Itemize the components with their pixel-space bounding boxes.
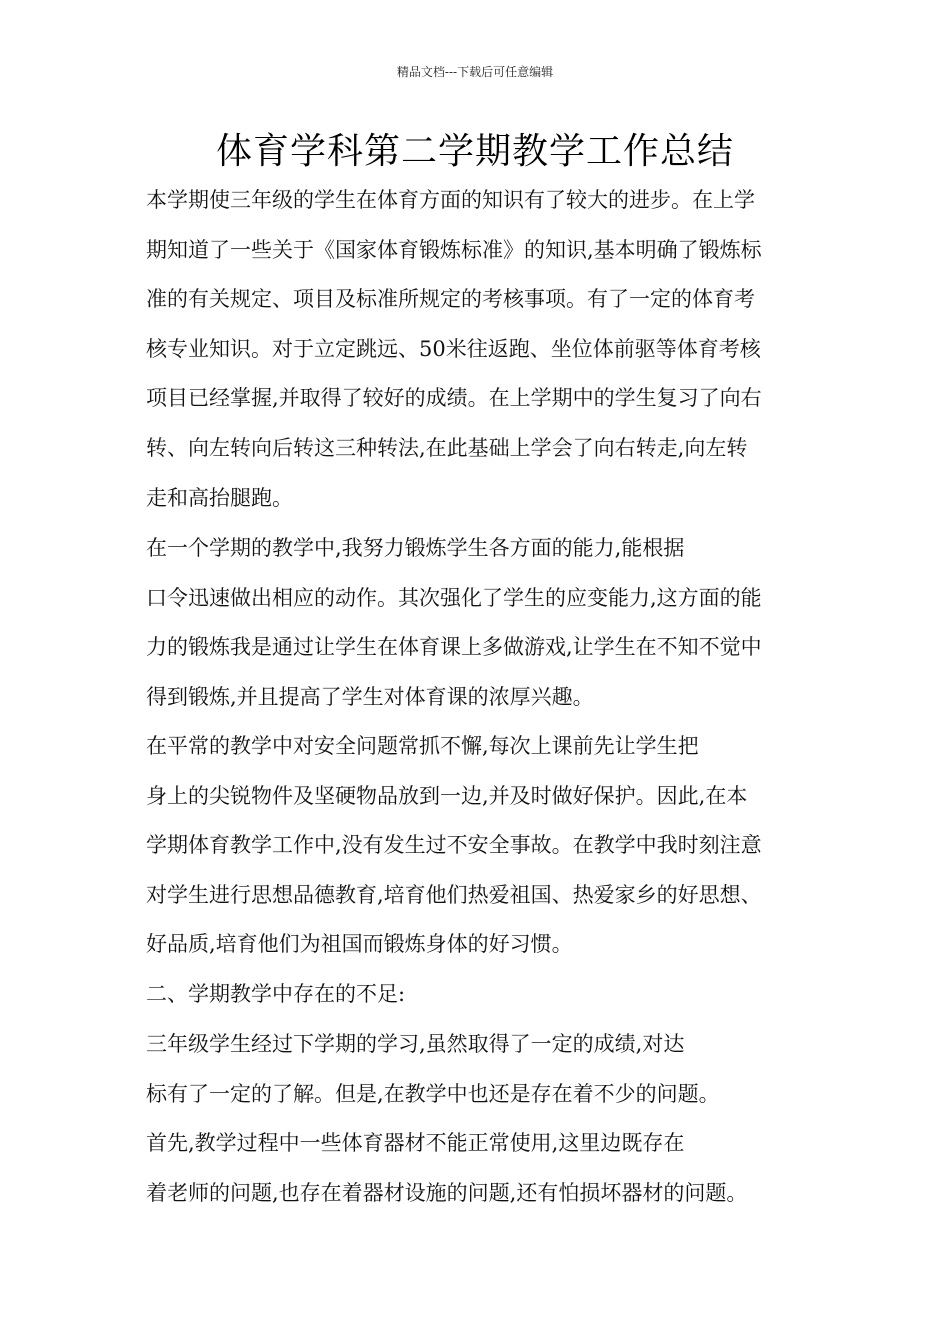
paragraph-1: 本学期使三年级的学生在体育方面的知识有了较大的进步。在上学 期知道了一些关于《国家体育锻炼标准》的知识,基本明确了锻炼标 准的有关规定、项目及标准所规定的考核事项。有了一定的体育考 核专业知识。对于立定跳远、50米往返跑、坐位体前驱等体育考核 项目已经掌握,并取得了较好的成绩。在上学期中的学生复习了向右 转、向左转向后转这三种转法,在此基础上学会了向右转走,向左转 走和高抬腿跑。 xyxy=(146,188,762,510)
document-title: 体育学科第二学期教学工作总结 xyxy=(215,131,734,172)
section-heading: 二、学期教学中存在的不足: xyxy=(146,982,406,1006)
header-note: 精品文档---下载后可任意编辑 xyxy=(396,65,554,79)
paragraph-5: 首先,教学过程中一些体育器材不能正常使用,这里边既存在 着老师的问题,也存在着器材设施的问题,还有怕损坏器材的问题。 xyxy=(146,1131,748,1205)
paragraph-4: 三年级学生经过下学期的学习,虽然取得了一定的成绩,对达 标有了一定的了解。但是,在教学中也还是存在着不少的问题。 xyxy=(146,1032,720,1106)
paragraph-2: 在一个学期的教学中,我努力锻炼学生各方面的能力,能根据 口令迅速做出相应的动作。其次强化了学生的应变能力,这方面的能 力的锻炼我是通过让学生在体育课上多做游戏,让学生在不知不觉中 得到锻炼,并且提高了学生对体育课的浓厚兴趣。 xyxy=(146,536,762,709)
paragraph-3: 在平常的教学中对安全问题常抓不懈,每次上课前先让学生把 身上的尖锐物件及坚硬物品放到一边,并及时做好保护。因此,在本 学期体育教学工作中,没有发生过不安全事故。在教学中我时刻注意 对学生进行思想品德教育,培育他们热爱祖国、热爱家乡的好思想、 好品质,培育他们为祖国而锻炼身体的好习惯。 xyxy=(146,734,762,957)
